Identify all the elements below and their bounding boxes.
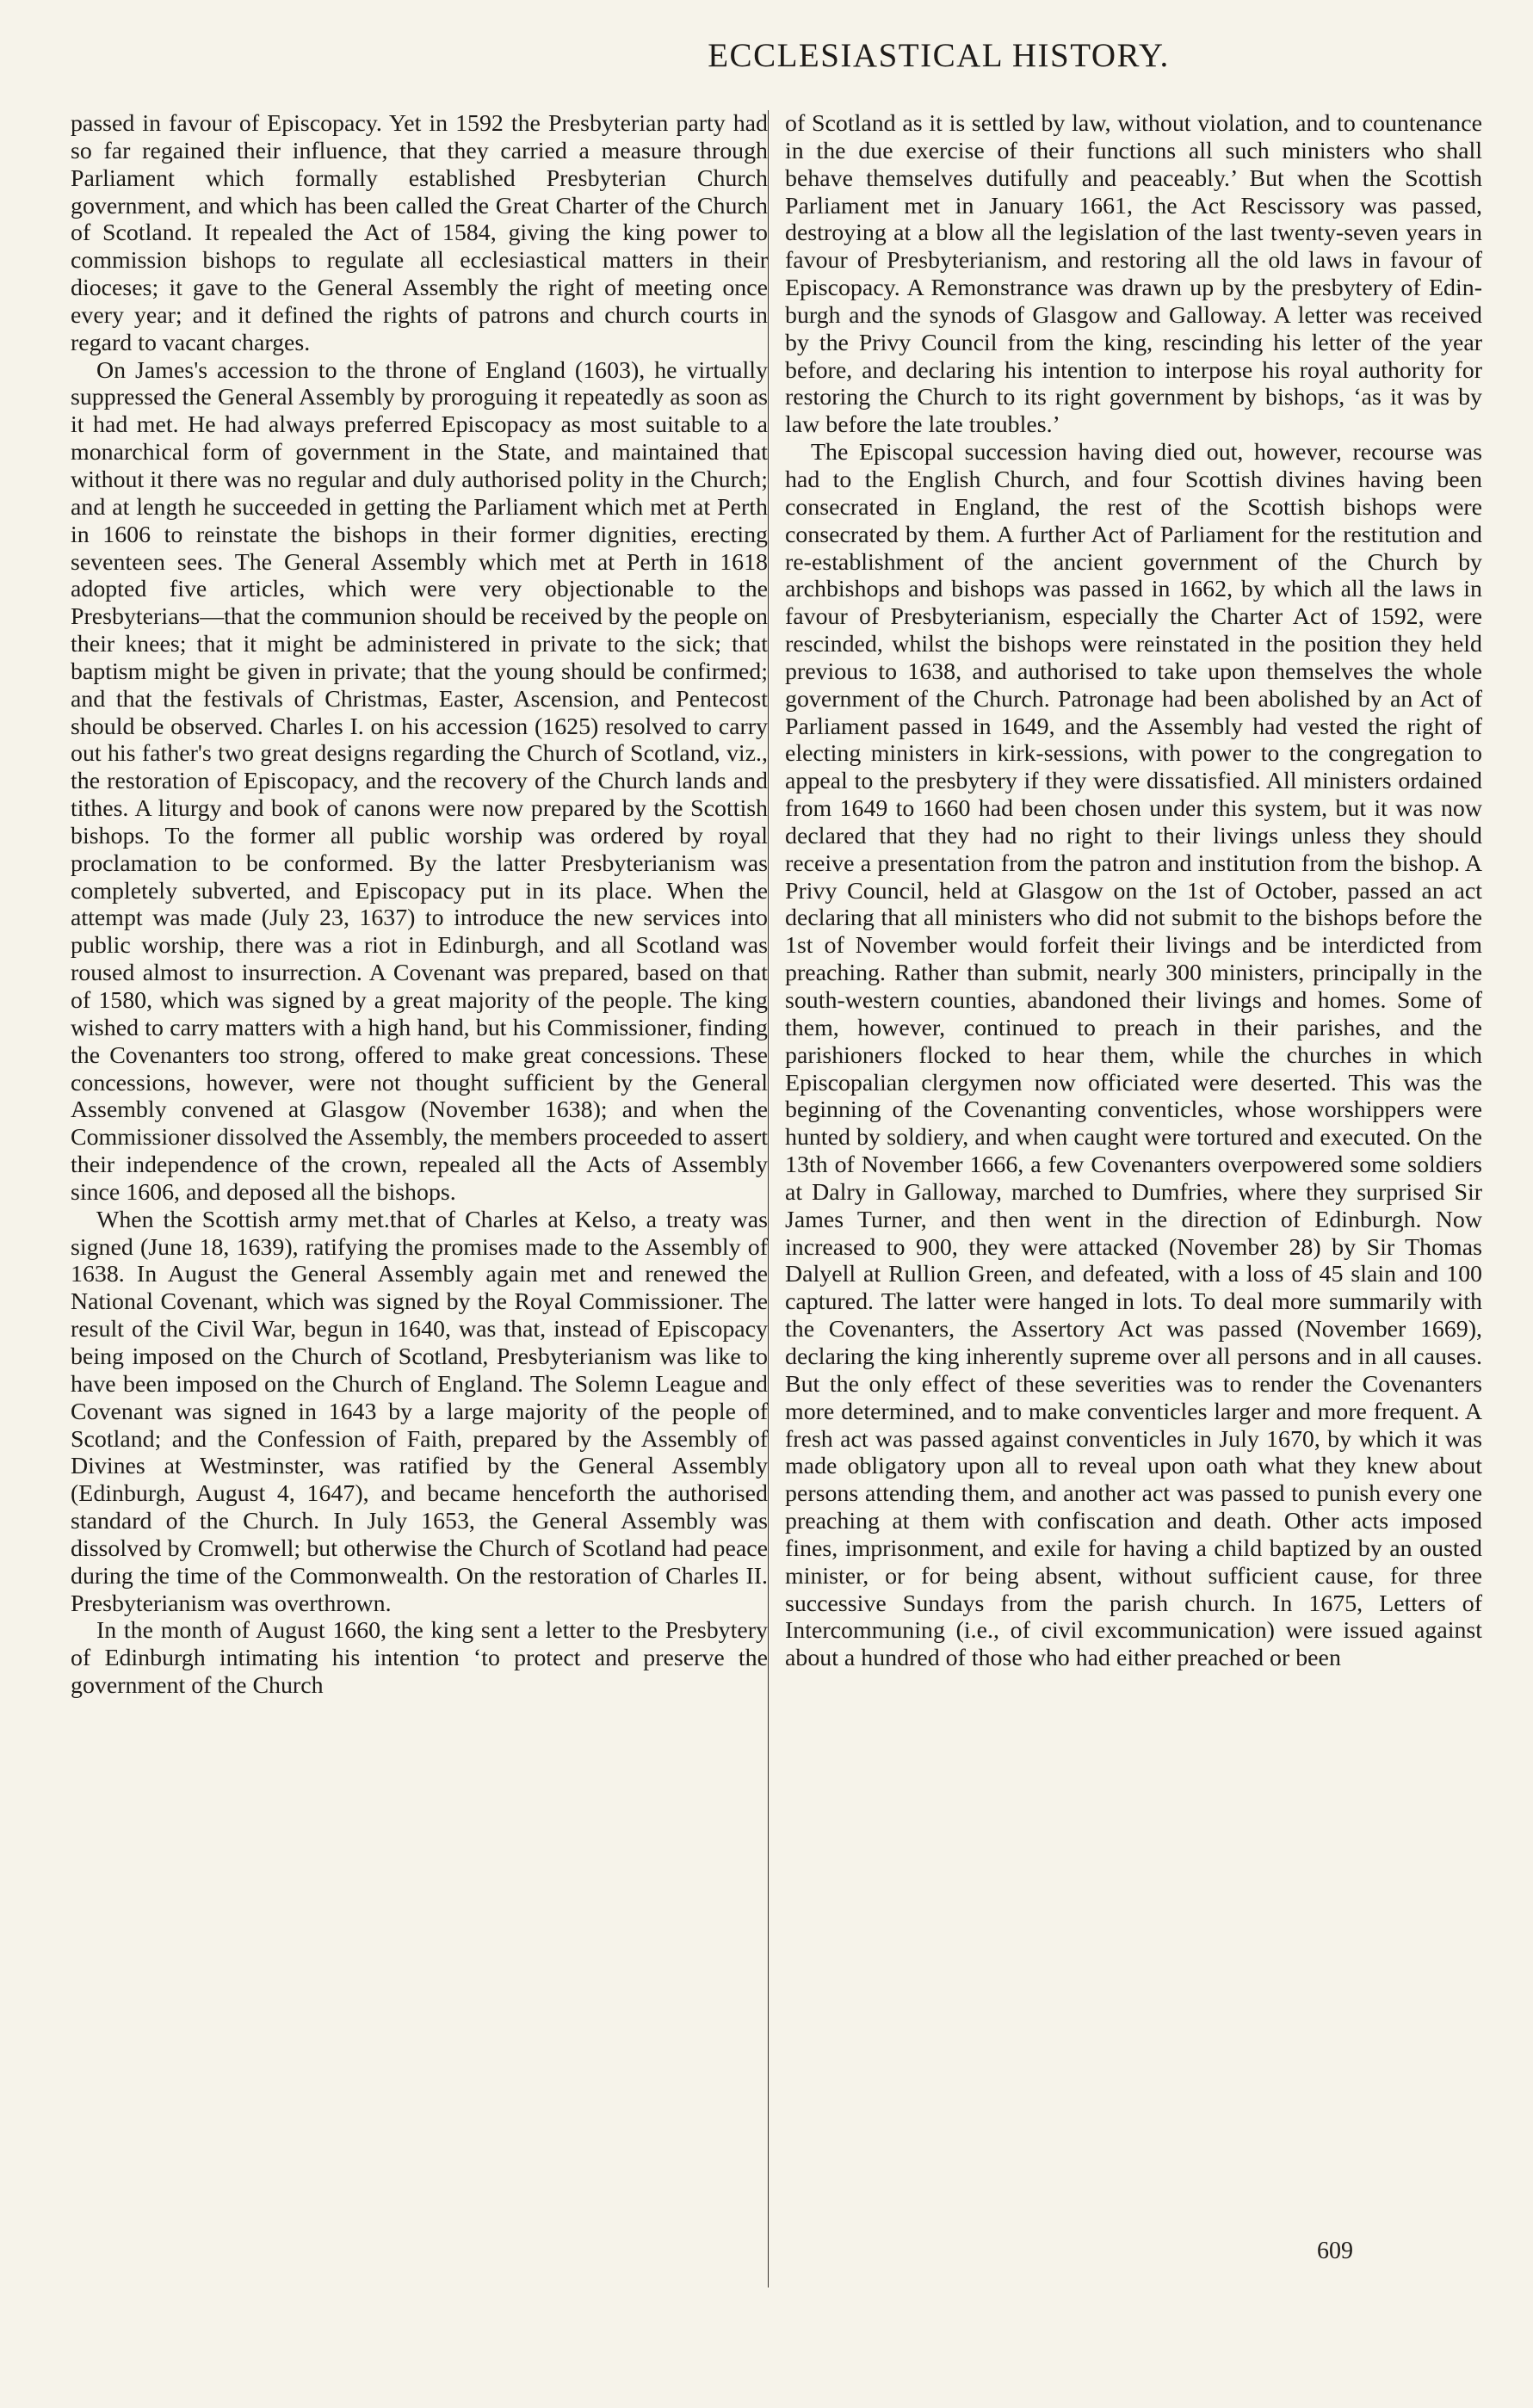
running-title: ECCLESIASTICAL HISTORY. [708,37,1170,74]
paragraph: passed in favour of Episcopacy. Yet in 1592 the Presbyterian party had so far regained their influence, that they carried a measure through Parliament which formally established Presbyterian Church government, and which has been called the Great Charter of the Church of Scotland. It repealed the Act of 1584, giving the king power to commission bishops to regulate all ecclesiastical matters in their dioceses; it gave to the General Assembly the right of meeting once every year; and it defined the rights of patrons and church courts in regard to vacant charges. [71,110,768,356]
column-divider [768,110,769,2288]
paragraph: In the month of August 1660, the king sent a letter to the Presbytery of Edinburgh intimating his intention ‘to protect and preserve the government of the Church [71,1617,768,1700]
right-column [785,110,1482,1672]
paragraph: of Scotland as it is settled by law, without violation, and to countenance in the due exercise of their functions all such ministers who shall behave themselves dutifully and peaceably.’ But when the Scottish Parliament met in January 1661, the Act Rescissory was passed, destroying at a blow all the legislation of the last twenty-seven years in favour of Presbyterianism, and restoring all the old laws in favour of Episcopacy. A Remonstrance was drawn up by the presbytery of Edinburgh and the synods of Glasgow and Galloway. A letter was received by the Privy Council from the king, rescinding his letter of the year before, and declaring his intention to interpose his royal authority for restoring the Church to its right government by bishops, ‘as it was by law before the late troubles.’ [785,110,1482,439]
paragraph: The Episcopal succession having died out, however, recourse was had to the English Church, and four Scottish divines having been consecrated in England, the rest of the Scottish bishops were consecrated by them. A further Act of Parliament for the restitution and re-establishment of the ancient government of the Church by archbishops and bishops was passed in 1662, by which all the laws in favour of Presbyterianism, especially the Charter Act of 1592, were rescinded, whilst the bishops were reinstated in the position they held previous to 1638, and authorised to take upon themselves the whole government of the Church. Patronage had been abolished by an Act of Parliament passed in 1649, and the Assembly had vested the right of electing ministers in kirk-sessions, with power to the congregation to appeal to the presbytery if they were dissatisfied. All ministers ordained from 1649 to 1660 had been chosen under this system, but it was now declared that they had no right to their livings unless they should receive a presentation from the patron and institution from the bishop. A Privy Council, held at Glasgow on the 1st of October, passed an act declaring that all ministers who did not submit to the bishops before the 1st of November would forfeit their livings and be interdicted from preaching. Rather than submit, nearly 300 ministers, principally in the south-western counties, abandoned their livings and homes. Some of them, however, continued to preach in their parishes, and the parishioners flocked to hear them, while the churches in which Episcopalian clergymen now officiated were deserted. This was the beginning of the Covenanting conventicles, whose worshippers were hunted by soldiery, and when caught were tortured and executed. On the 13th of November 1666, a few Covenanters overpowered some soldiers at Dalry in Galloway, marched to Dumfries, where they surprised Sir James Turner, and then went in the direction of Edinburgh. Now increased to 900, they were attacked (November 28) by Sir Thomas Dalyell at Rullion Green, and defeated, with a loss of 45 slain and 100 captured. The latter were hanged in lots. To deal more summarily with the Covenanters, the Assertory Act was passed (November 1669), declaring the king inherently supreme over all persons and in all causes. But the only effect of these severities was to render the Covenanters more determined, and to make conventicles larger and more frequent. A fresh act was passed against conventicles in July 1670, by which it was made obligatory upon all to reveal upon oath what they knew about persons attending them, and another act was passed to punish every one preaching at them with confiscation and death. Other acts imposed fines, imprisonment, and exile for having a child baptized by an ousted minister, or for being absent, without sufficient cause, for three successive Sundays from the parish church. In 1675, Letters of Intercommuning (i.e., of civil excommunication) were issued against about a hundred of those who had either preached or been [785,439,1482,1672]
left-column [71,110,768,1700]
paragraph: On James's accession to the throne of England (1603), he virtually suppressed the General Assembly by proroguing it repeatedly as soon as it had met. He had always preferred Episcopacy as most suitable to a monarchical form of government in the State, and maintained that without it there was no regular and duly authorised polity in the Church; and at length he succeeded in getting the Parliament which met at Perth in 1606 to reinstate the bishops in their former dignities, erecting seventeen sees. The General Assembly which met at Perth in 1618 adopted five articles, which were very objectionable to the Presbyterians—that the communion should be received by the people on their knees; that it might be administered in private to the sick; that baptism might be given in private; that the young should be confirmed; and that the festivals of Christmas, Easter, Ascension, and Pentecost should be observed. Charles I. on his accession (1625) resolved to carry out his father's two great designs regarding the Church of Scotland, viz., the restoration of Episcopacy, and the recovery of the Church lands and tithes. A liturgy and book of canons were now prepared by the Scottish bishops. To the former all public worship was ordered by royal proclamation to be conformed. By the latter Presbyterianism was completely subverted, and Episcopacy put in its place. When the attempt was made (July 23, 1637) to introduce the new services into public worship, there was a riot in Edinburgh, and all Scotland was roused almost to insurrection. A Covenant was prepared, based on that of 1580, which was signed by a great majority of the people. The king wished to carry matters with a high hand, but his Commissioner, finding the Covenanters too strong, offered to make great concessions. These concessions, however, were not thought sufficient by the General Assembly convened at Glasgow (November 1638); and when the Commissioner dissolved the Assembly, the members proceeded to assert their independence of the crown, repealed all the Acts of Assembly since 1606, and deposed all the bishops. [71,356,768,1206]
paragraph: When the Scottish army met.that of Charles at Kelso, a treaty was signed (June 18, 1639), ratifying the promises made to the Assembly of 1638. In August the General Assembly again met and renewed the National Covenant, which was signed by the Royal Commissioner. The result of the Civil War, begun in 1640, was that, instead of Episcopacy being imposed on the Church of Scotland, Presbyterianism was like to have been imposed on the Church of England. The Solemn League and Covenant was signed in 1643 by a large majority of the people of Scotland; and the Confession of Faith, prepared by the Assembly of Divines at Westminster, was ratified by the General Assembly (Edinburgh, August 4, 1647), and became henceforth the authorised standard of the Church. In July 1653, the General Assembly was dissolved by Cromwell; but otherwise the Church of Scotland had peace during the time of the Commonwealth. On the restoration of Charles II. Presbyterianism was overthrown. [71,1206,768,1617]
page-number: 609 [1317,2238,1353,2264]
